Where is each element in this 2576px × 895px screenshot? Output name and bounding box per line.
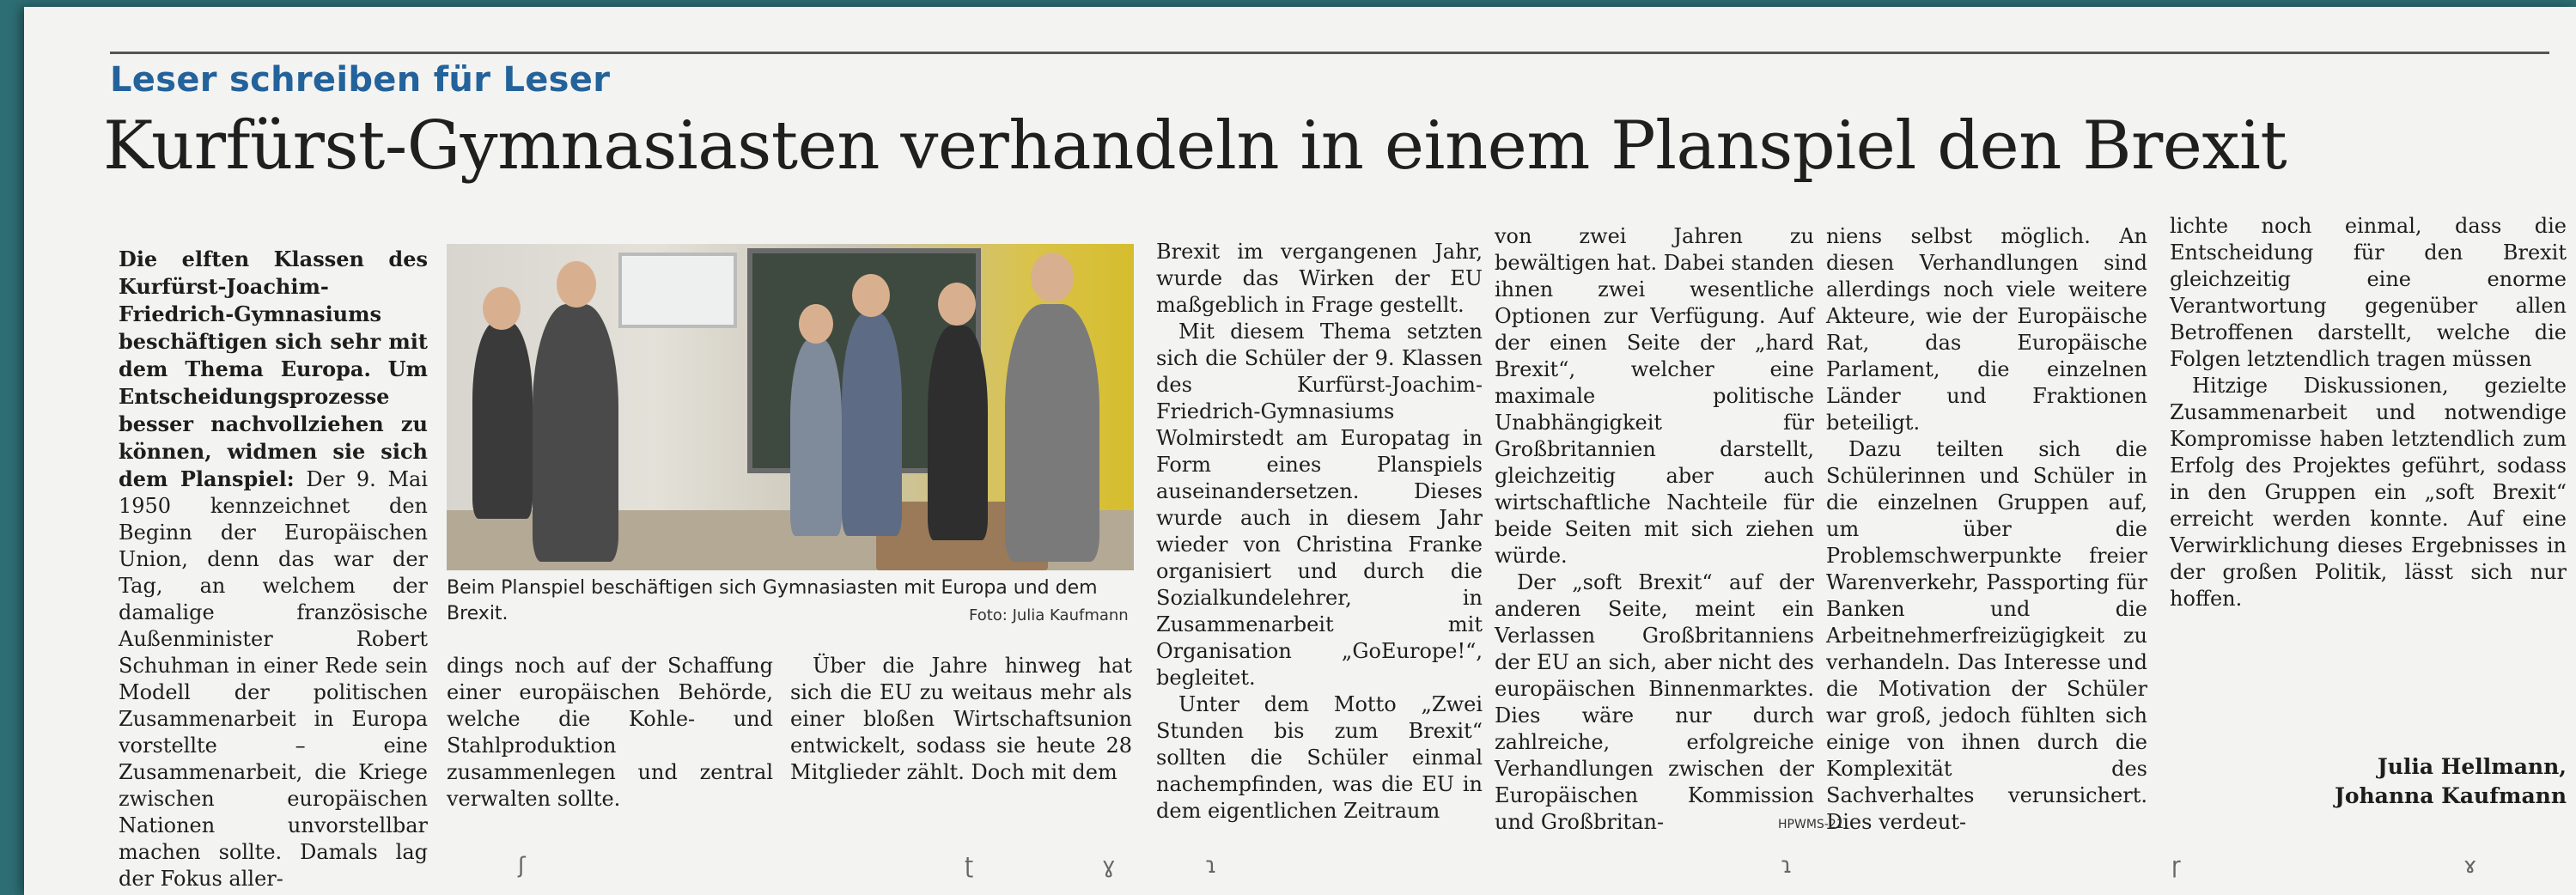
column-2-text: dings noch auf der Schaffung einer europäischen Behörde, welche die Kohle- und Stahlproduktion zusammenlegen und zentral verwalten sollte.: [447, 654, 773, 811]
author-line-2: Johanna Kaufmann: [2335, 783, 2567, 808]
page-code: HPWMS-21: [1778, 818, 1844, 831]
column-5-paragraph-1: von zwei Jahren zu bewältigen hat. Dabei standen ihnen zwei wesentliche Optionen zur Verfügung. Auf der einen Seite der „hard Brexit“, welcher eine maximale politische Unabhängigkeit für Großbritannien darstellt, gleichzeitig aber auch wirtschaftliche Nachteile für beide Seiten mit sich ziehen würde.: [1495, 224, 1814, 568]
column-4-paragraph-1: Brexit im vergangenen Jahr, wurde das Wirken der EU maßgeblich in Frage gestellt.: [1156, 240, 1483, 317]
pin-mark: ʈ: [965, 853, 974, 879]
pin-mark: ɤ: [2463, 853, 2477, 879]
column-6-paragraph-1: niens selbst möglich. An diesen Verhandlungen sind allerdings noch viele weitere Akteure, wie der Europäische Rat, das Europäische Parlament, die einzelnen Länder und Fraktionen beteiligt.: [1826, 224, 2147, 435]
column-1-text: Der 9. Mai 1950 kennzeichnet den Beginn der Europäischen Union, denn das war der Tag, an welchem der damalige französische Außenminister Robert Schuhman in einer Rede sein Modell der politischen Zusammenarbeit in Europa vorstellte – eine Zusammenarbeit, die Kriege zwischen europäischen Nationen unvorstellbar machen sollte. Damals lag der Fokus aller-: [119, 467, 428, 891]
column-6: [1826, 223, 2147, 836]
rubric: Leser schreiben für Leser: [110, 60, 611, 100]
pin-mark: ɿ: [1205, 853, 1217, 879]
pin-mark: ɣ: [1102, 853, 1116, 879]
photo-credit: Foto: Julia Kaufmann: [969, 606, 1129, 624]
column-3-text: Über die Jahre hinweg hat sich die EU zu weitaus mehr als einer bloßen Wirtschaftsunion entwickelt, sodass sie heute 28 Mitglieder zählt. Doch mit dem: [790, 654, 1132, 784]
column-6-paragraph-2: Dazu teilten sich die Schülerinnen und Schüler in die einzelnen Gruppen auf, um über die Problemschwerpunkte freier Warenverkehr, Passporting für Banken und die Arbeitnehmerfreizügigkeit zu verhandeln. Das Interesse und die Motivation der Schüler war groß, jedoch fühlten sich einige von ihnen durch die Komplexität des Sachverhaltes verunsichert. Dies verdeut-: [1826, 437, 2147, 834]
column-1: [119, 246, 428, 892]
headline: Kurfürst-Gymnasiasten verhandeln in einem Planspiel den Brexit: [103, 107, 2287, 185]
pin-mark: ʃ: [518, 853, 526, 879]
pin-mark: ɿ: [1781, 853, 1793, 879]
newspaper-page: [24, 7, 2576, 895]
author-byline: [2206, 752, 2567, 811]
column-7-paragraph-2: Hitzige Diskussionen, gezielte Zusammenarbeit und notwendige Kompromisse haben letztendlich zum Erfolg des Projektes geführt, sodass in den Gruppen ein „soft Brexit“ erreicht werden konnte. Auf eine Verwirklichung dieses Ergebnisses in der großen Politik, lässt sich nur hoffen.: [2170, 374, 2567, 611]
column-5-paragraph-2: Der „soft Brexit“ auf der anderen Seite, meint ein Verlassen Großbritanniens der EU an sich, aber nicht des europäischen Binnenmarktes. Dies wäre nur durch zahlreiche, erfolgreiche Verhandlungen zwischen der Europäischen Kommission und Großbritan-: [1495, 570, 1814, 834]
column-4-paragraph-3: Unter dem Motto „Zwei Stunden bis zum Brexit“ sollten die Schüler einmal nachempfinden, was die EU in dem eigentlichen Zeitraum: [1156, 692, 1483, 823]
top-rule: [110, 52, 2549, 54]
column-2: [447, 653, 773, 813]
photo-caption: Beim Planspiel beschäftigen sich Gymnasiasten mit Europa und dem Brexit.: [447, 577, 1098, 624]
article-photo: [447, 244, 1134, 570]
column-7: [2170, 213, 2567, 612]
pin-mark: ɼ: [2171, 853, 2181, 879]
column-7-paragraph-1: lichte noch einmal, dass die Entscheidung für den Brexit gleichzeitig eine enorme Verantwortung gegenüber allen Betroffenen darstellt, welche die Folgen letztendlich tragen müssen: [2170, 214, 2567, 371]
column-4: [1156, 239, 1483, 825]
column-5: [1495, 223, 1814, 836]
column-3: [790, 653, 1132, 786]
lead-text: Die elften Klassen des Kurfürst-Joachim-Friedrich-Gymnasiums beschäftigen sich sehr mit dem Thema Europa. Um Entscheidungsprozesse besser nachvollziehen zu können, widmen sie sich dem Planspiel:: [119, 247, 428, 491]
author-line-1: Julia Hellmann,: [2377, 754, 2567, 779]
column-4-paragraph-2: Mit diesem Thema setzten sich die Schüler der 9. Klassen des Kurfürst-Joachim-Friedrich-Gymnasiums Wolmirstedt am Europatag in Form eines Planspiels auseinandersetzen. Dieses wurde auch in diesem Jahr wieder von Christina Franke organisiert und durch die Sozialkundelehrer, in Zusammenarbeit mit Organisation „GoEurope!“, begleitet.: [1156, 320, 1483, 690]
